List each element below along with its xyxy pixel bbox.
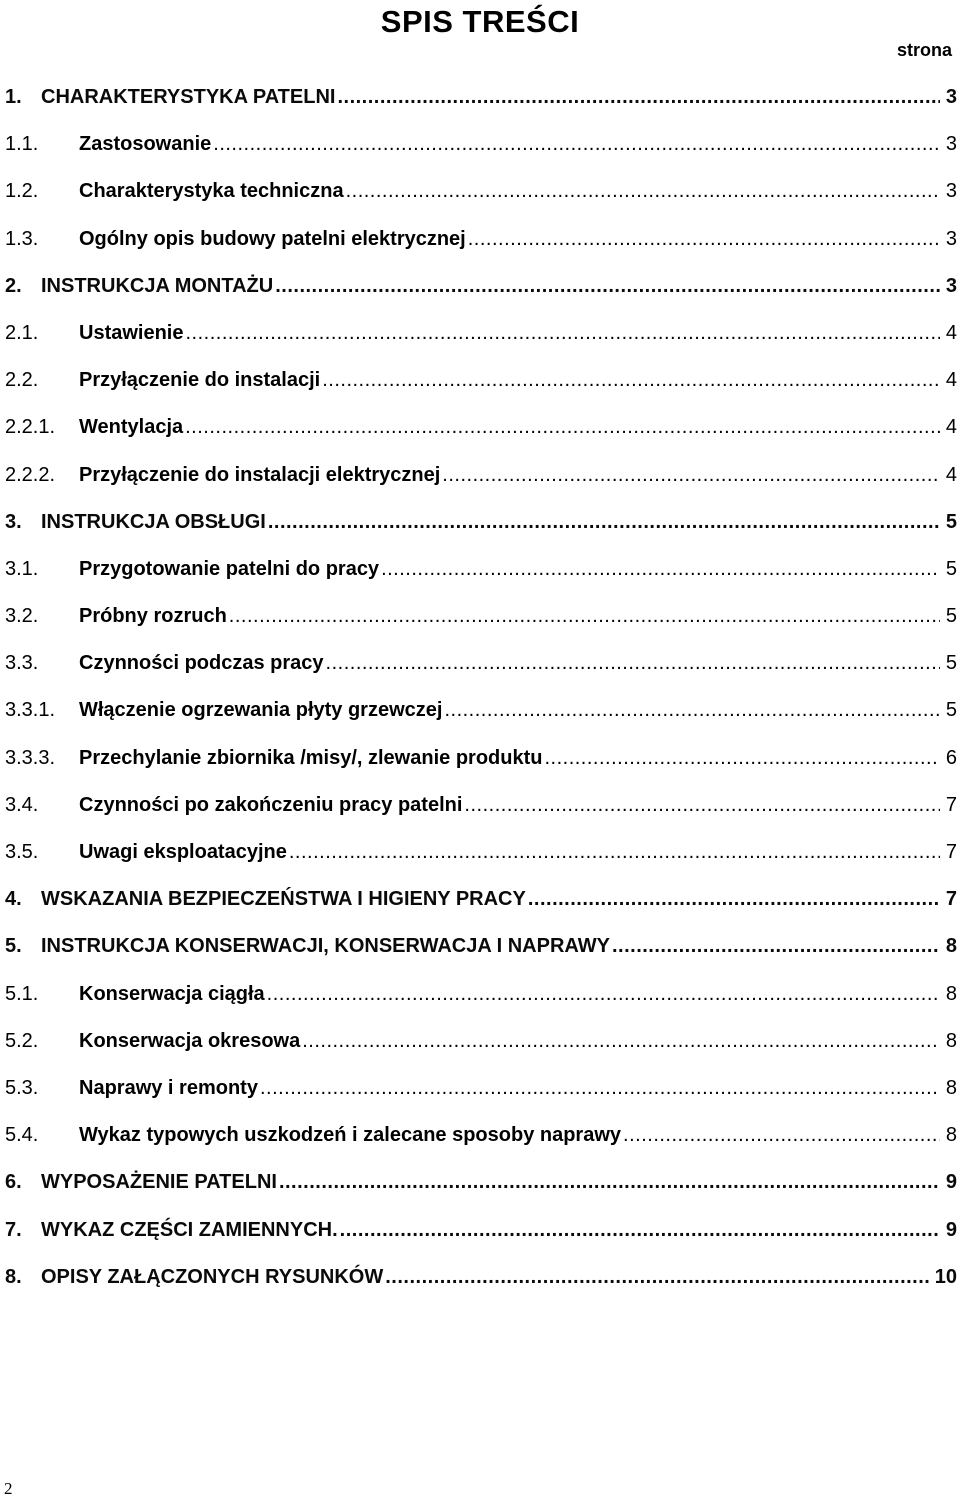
toc-entry-title: CHARAKTERYSTYKA PATELNI [41,86,336,108]
toc-entry-number: 2.2.2. [5,463,56,486]
toc-entry-page: 8 [945,1029,957,1052]
toc-dot-leader [468,224,940,254]
toc-entry-title: Konserwacja ciągła [79,982,265,1005]
toc-dot-leader [185,412,940,442]
toc-entry-page: 6 [945,746,957,769]
toc-entry-page: 3 [945,86,957,108]
toc-entry-title: Wentylacja [79,416,184,439]
toc-entry-number: 5.1. [5,982,39,1005]
toc-entry-number: 5.4. [5,1124,39,1147]
toc-entry-page: 7 [945,793,957,816]
toc-entry-title: Naprawy i remonty [79,1076,258,1099]
toc-entry-page: 4 [945,321,957,344]
toc-entry[interactable] [5,1167,957,1214]
toc-entry-number: 6. [5,1171,22,1194]
toc-dot-leader [544,743,939,773]
toc-entry-page: 5 [945,605,957,628]
toc-entry[interactable] [5,1262,957,1309]
toc-entry-title: Ogólny opis budowy patelni elektrycznej [79,227,466,250]
toc-entry-number: 3.1. [5,557,39,580]
toc-entry-number: 8. [5,1265,22,1288]
toc-entry-title: WSKAZANIA BEZPIECZEŃSTWA I HIGIENY PRACY [41,888,526,911]
toc-dot-leader [444,695,939,725]
toc-entry[interactable] [5,460,957,507]
toc-entry[interactable] [5,318,957,365]
toc-entry-number: 1. [5,86,22,108]
toc-dot-leader [612,931,940,961]
toc-dot-leader [385,1262,929,1292]
toc-entry-title: WYKAZ CZĘŚCI ZAMIENNYCH. [41,1218,338,1241]
toc-entry-page: 4 [945,463,957,486]
toc-entry[interactable] [5,695,957,742]
toc-entry-page: 5 [945,652,957,675]
toc-entry-number: 5. [5,935,22,958]
table-of-contents [5,82,957,1309]
toc-entry[interactable] [5,648,957,695]
toc-dot-leader [623,1120,940,1150]
toc-entry-title: Przygotowanie patelni do pracy [79,557,380,580]
toc-entry[interactable] [5,271,957,318]
toc-entry[interactable] [5,884,957,931]
toc-entry-title: Włączenie ogrzewania płyty grzewczej [79,699,443,722]
toc-entry-title: Ustawienie [79,321,184,344]
toc-dot-leader [260,1073,940,1103]
toc-entry-number: 3.5. [5,841,39,863]
toc-entry[interactable] [5,1215,957,1262]
toc-entry-page: 3 [945,180,957,203]
toc-entry-page: 10 [934,1265,957,1288]
toc-entry-title: WYPOSAŻENIE PATELNI [41,1171,277,1194]
toc-dot-leader [322,365,940,395]
toc-dot-leader [381,554,940,584]
toc-dot-leader [268,507,940,537]
toc-entry-page: 5 [945,510,957,533]
toc-entry-title: OPISY ZAŁĄCZONYCH RYSUNKÓW [41,1265,384,1288]
toc-entry-page: 7 [945,841,957,863]
toc-entry-page: 7 [945,888,957,911]
toc-dot-leader [528,884,940,914]
toc-entry-title: Czynności podczas pracy [79,652,324,675]
toc-entry[interactable] [5,790,957,837]
toc-dot-leader [464,790,939,820]
toc-dot-leader [346,176,940,206]
toc-entry-title: INSTRUKCJA MONTAŻU [41,274,274,297]
toc-entry[interactable] [5,365,957,412]
toc-dot-leader [267,979,940,1009]
toc-dot-leader [213,129,940,159]
toc-entry-title: Zastosowanie [79,133,212,156]
toc-entry-number: 2.2. [5,369,39,392]
toc-entry-page: 8 [945,935,957,958]
toc-dot-leader [442,460,940,490]
toc-entry-title: Wykaz typowych uszkodzeń i zalecane sposoby naprawy [79,1124,622,1147]
toc-dot-leader [302,1026,940,1056]
toc-entry[interactable] [5,601,957,648]
toc-entry[interactable] [5,1073,957,1120]
toc-entry-title: Charakterystyka techniczna [79,180,344,203]
toc-entry-page: 8 [945,1124,957,1147]
toc-entry-number: 1.1. [5,133,39,156]
toc-entry-page: 8 [945,1076,957,1099]
toc-entry-page: 4 [945,369,957,392]
toc-dot-leader [289,837,940,867]
toc-entry-title: Konserwacja okresowa [79,1029,301,1052]
toc-entry[interactable] [5,554,957,601]
toc-entry-page: 8 [945,982,957,1005]
toc-entry[interactable] [5,507,957,554]
toc-entry[interactable] [5,224,957,271]
toc-entry-number: 5.2. [5,1029,39,1052]
toc-entry-title: Próbny rozruch [79,605,227,628]
toc-entry-title: Przyłączenie do instalacji elektrycznej [79,463,441,486]
toc-entry-page: 3 [945,133,957,156]
toc-entry-title: Uwagi eksploatacyjne [79,841,287,863]
toc-entry-number: 1.3. [5,227,39,250]
toc-entry-number: 7. [5,1218,22,1241]
toc-entry[interactable] [5,1120,957,1167]
page-title: SPIS TREŚCI [380,4,580,39]
toc-entry-number: 3.2. [5,605,39,628]
toc-entry[interactable] [5,931,957,978]
toc-entry-number: 3.3. [5,652,39,675]
toc-entry[interactable] [5,82,957,129]
toc-entry[interactable] [5,412,957,459]
toc-entry-page: 9 [945,1218,957,1241]
toc-entry-number: 1.2. [5,180,39,203]
toc-dot-leader [229,601,940,631]
toc-entry-page: 4 [945,416,957,439]
toc-entry[interactable] [5,1026,957,1073]
toc-entry-number: 3.3.3. [5,746,56,769]
toc-dot-leader [340,1215,940,1245]
page-column-label: strona [896,40,952,60]
toc-entry-number: 3.4. [5,793,39,816]
toc-entry[interactable] [5,176,957,223]
toc-entry-title: INSTRUKCJA OBSŁUGI [41,510,266,533]
toc-entry-title: Czynności po zakończeniu pracy patelni [79,793,463,816]
toc-entry[interactable] [5,129,957,176]
toc-entry-title: INSTRUKCJA KONSERWACJI, KONSERWACJA I NAPRAWY [41,935,610,958]
toc-entry-number: 5.3. [5,1076,39,1099]
toc-dot-leader [185,318,939,348]
toc-entry-number: 4. [5,888,22,911]
toc-dot-leader [337,82,939,112]
toc-entry-title: Przyłączenie do instalacji [79,369,321,392]
toc-entry-page: 5 [945,699,957,722]
toc-dot-leader [279,1167,940,1197]
toc-entry[interactable] [5,743,957,790]
toc-entry-page: 3 [945,274,957,297]
footer-page-number: 2 [4,1479,13,1498]
toc-entry-number: 2. [5,274,22,297]
toc-entry-page: 5 [945,557,957,580]
toc-dot-leader [275,271,940,301]
toc-entry-number: 2.2.1. [5,416,56,439]
toc-dot-leader [326,648,940,678]
toc-entry-number: 2.1. [5,321,39,344]
toc-entry-number: 3.3.1. [5,699,56,722]
toc-entry[interactable] [5,979,957,1026]
toc-entry-page: 3 [945,227,957,250]
toc-entry[interactable] [5,837,957,884]
toc-entry-page: 9 [945,1171,957,1194]
toc-entry-title: Przechylanie zbiornika /misy/, zlewanie produktu [79,746,543,769]
toc-entry-number: 3. [5,510,22,533]
